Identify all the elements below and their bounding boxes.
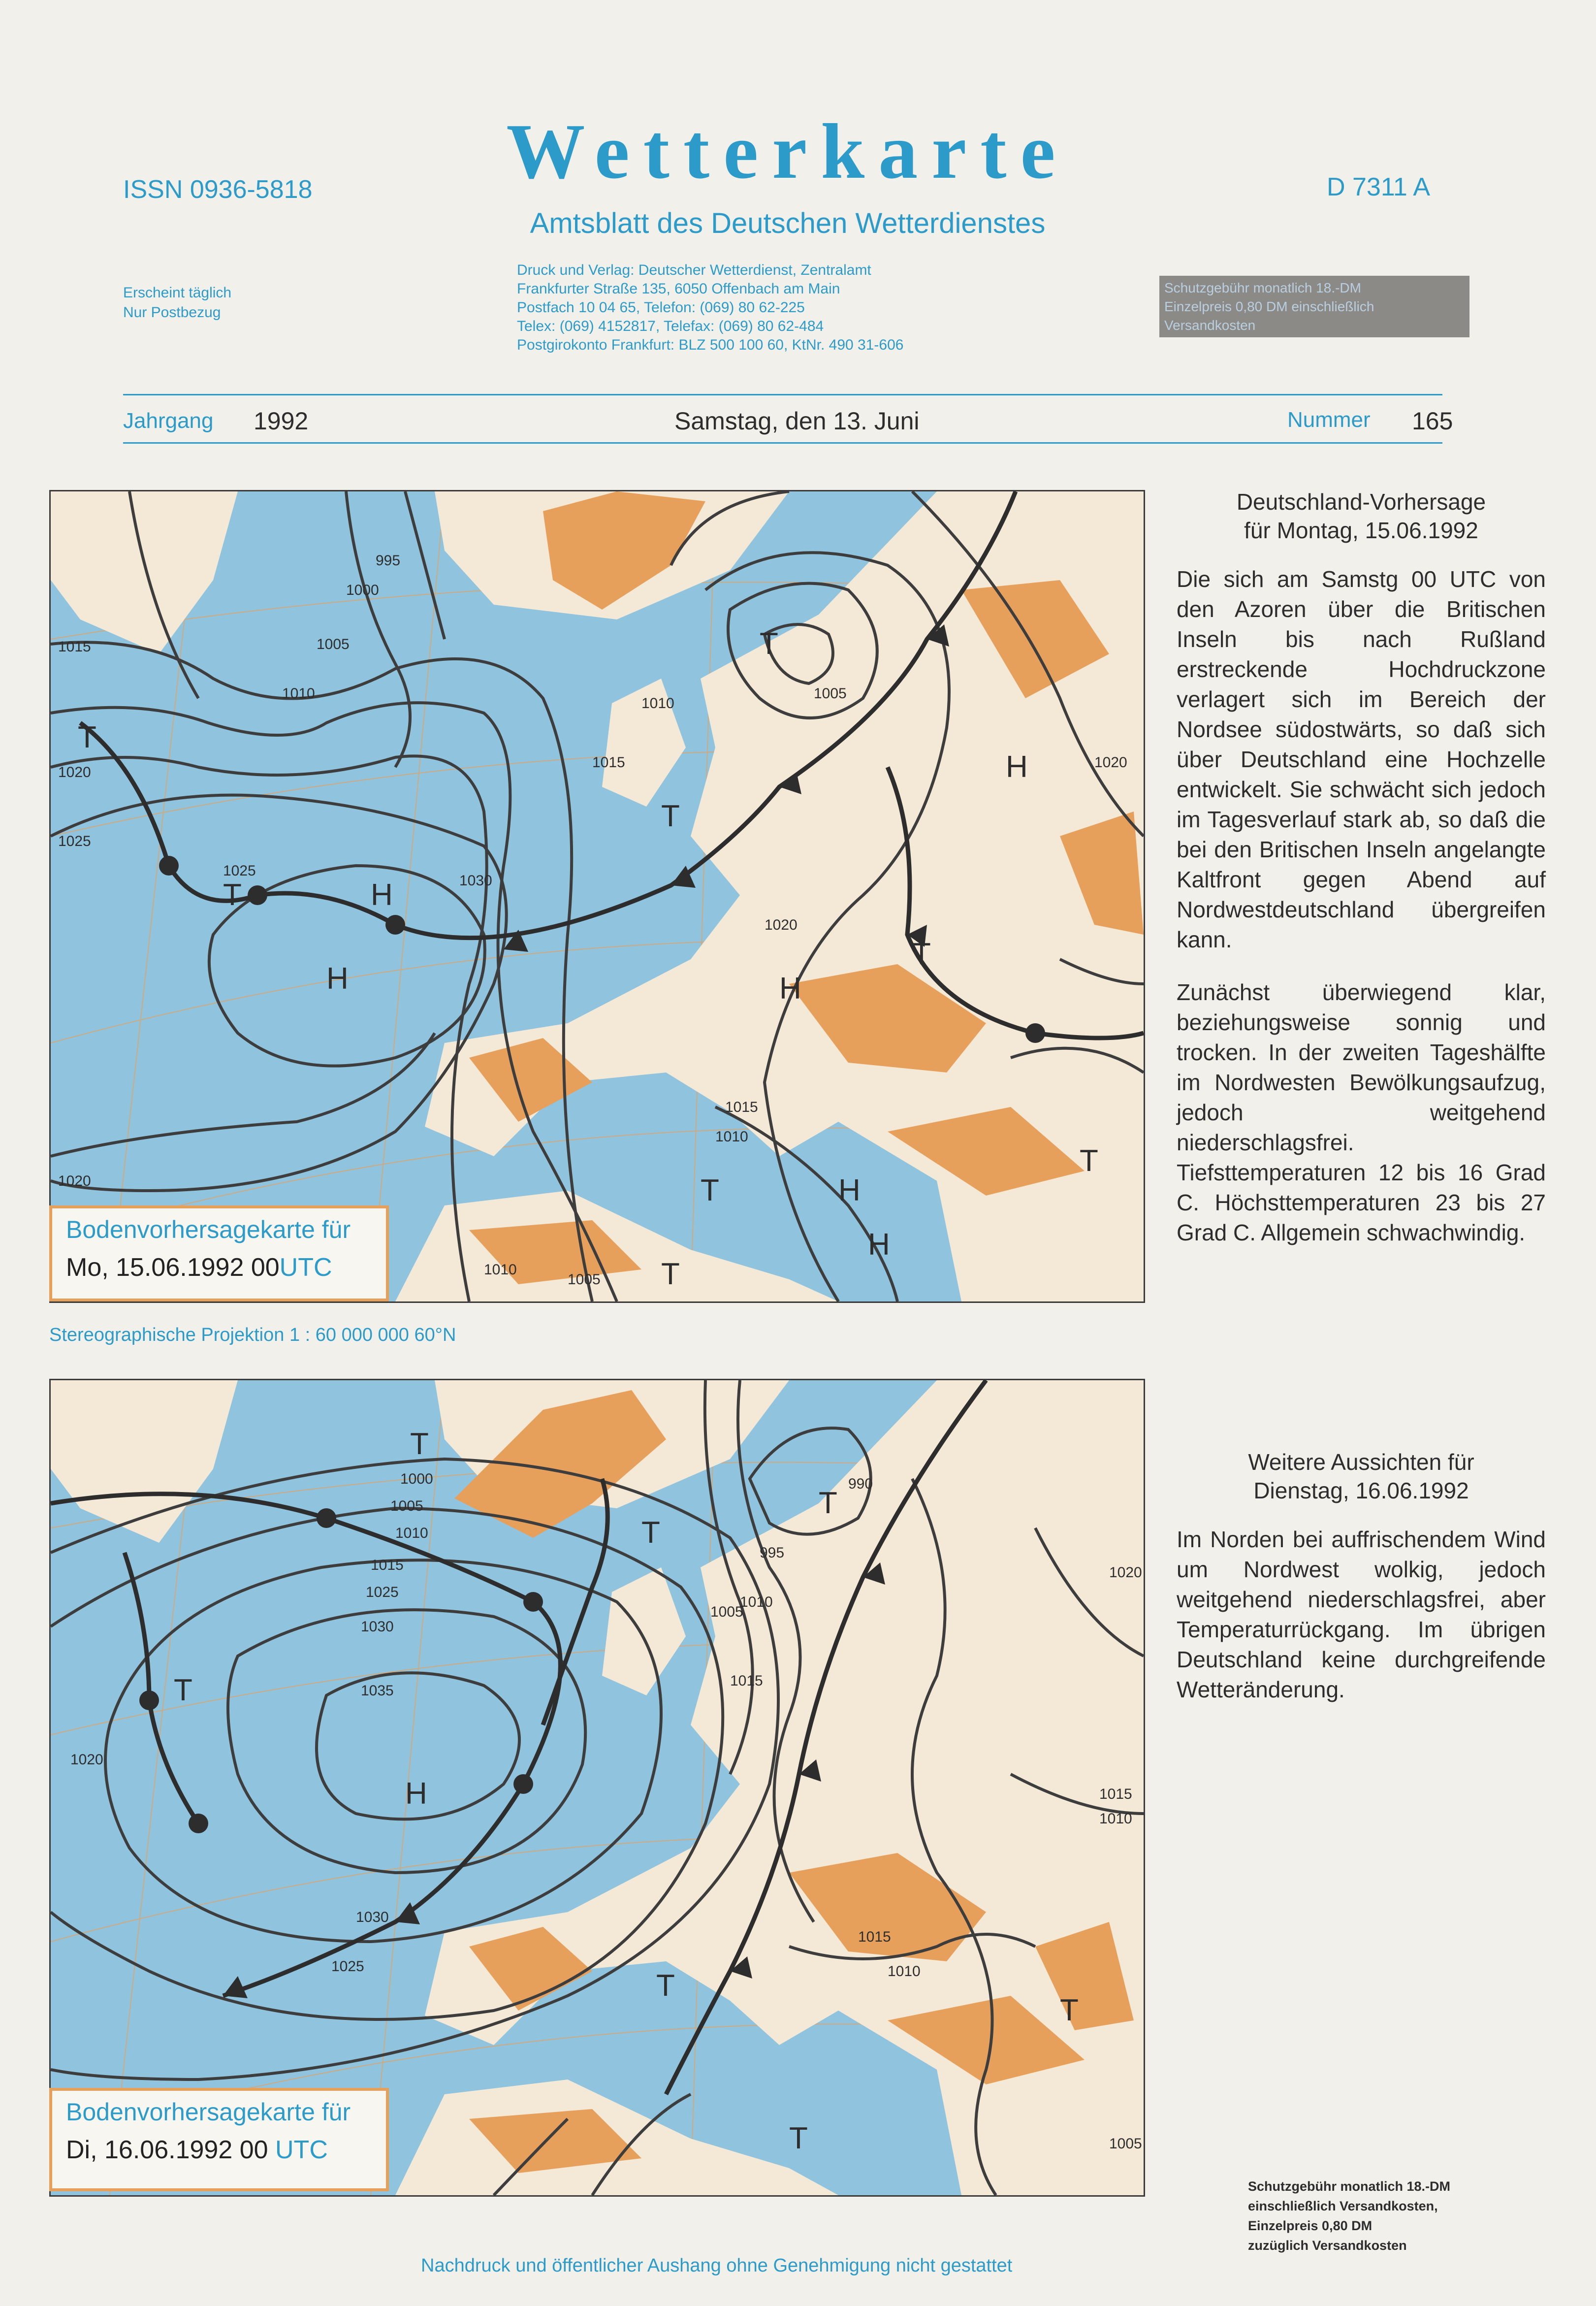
- map2-label: 1005: [710, 1604, 743, 1620]
- map1-label: H: [779, 972, 801, 1006]
- map1-label: H: [326, 962, 349, 996]
- map2-label: T: [174, 1673, 192, 1707]
- map1-label: T: [661, 799, 680, 833]
- map2-label: 995: [760, 1545, 785, 1561]
- map1-label: 995: [376, 552, 401, 569]
- weather-map-tuesday: [49, 1379, 1145, 2197]
- publication-subtitle: Amtsblatt des Deutschen Wetterdienstes: [530, 207, 1046, 239]
- price-box-line: Versandkosten: [1164, 318, 1256, 333]
- map1-label: T: [661, 1257, 680, 1291]
- postal-code-number: D 7311 A: [1327, 173, 1431, 201]
- price-notice-line: einschließlich Versandkosten,: [1248, 2199, 1438, 2213]
- map2-label: 1020: [1109, 1564, 1142, 1581]
- map1-label: T: [701, 1173, 719, 1207]
- issue-date: Samstag, den 13. Juni: [674, 407, 920, 435]
- map2-caption-date: [66, 2135, 376, 2165]
- impressum-line: Postgirokonto Frankfurt: BLZ 500 100 60, KtNr. 490 31-606: [517, 337, 904, 353]
- map1-label: 1030: [459, 873, 492, 889]
- map1-label: T: [1080, 1144, 1098, 1178]
- outlook-paragraph: Im Norden bei auffrischendem Wind um Nordwest wolkig, jedoch weitgehend niederschlagsfrei, aber Temperaturrückgang. Im übrigen Deutschland keine durchgreifende Wetteränderung.: [1177, 1527, 1546, 1702]
- outlook-heading-2: Dienstag, 16.06.1992: [1253, 1478, 1469, 1503]
- map1-label: 1015: [592, 754, 625, 771]
- map2-label: H: [405, 1777, 427, 1811]
- map2-label: 1030: [361, 1619, 394, 1635]
- map2-label: T: [656, 1969, 675, 2003]
- map1-label: 1015: [58, 639, 91, 655]
- map1-label: 1010: [484, 1262, 517, 1278]
- map1-caption: [49, 1205, 389, 1301]
- nummer-value: 165: [1412, 407, 1453, 435]
- map1-label: H: [371, 878, 393, 912]
- map1-caption-title: Bodenvorhersagekarte für: [66, 1216, 351, 1243]
- map1-label: 1010: [715, 1129, 748, 1145]
- map2-label: 1000: [400, 1471, 433, 1487]
- price-box: [1159, 276, 1469, 337]
- map2-label: 1025: [366, 1584, 399, 1600]
- map2-label: 1010: [395, 1525, 428, 1541]
- map1-label: T: [223, 878, 242, 912]
- map2-label: 1015: [371, 1557, 404, 1573]
- map1-label: 1020: [58, 1173, 91, 1189]
- map1-caption-date: [66, 1253, 376, 1282]
- map1-label: T: [760, 627, 778, 661]
- map2-caption: [49, 2088, 389, 2191]
- map1-label: 1025: [223, 863, 256, 879]
- weather-map-tuesday-graphic: [51, 1380, 1144, 2195]
- map1-label: 1020: [765, 917, 798, 933]
- weather-map-monday: [49, 490, 1145, 1303]
- map2-label: 1015: [1099, 1786, 1132, 1802]
- outlook-heading-1: Weitere Aussichten für: [1248, 1449, 1474, 1475]
- forecast-paragraph-1: Die sich am Samstg 00 UTC von den Azoren über die Britischen Inseln bis nach Rußland erstreckende Hochdruckzone verlagert sich im Bereich der Nordsee südostwärts, so daß sich über Deutschland eine Hochzelle entwickelt. Sie schwächt sich jedoch im Tagesverlauf stark ab, so daß die bei den Britischen Inseln angelangte Kaltfront gegen Abend auf Nordwestdeutschland übergreifen kann.: [1177, 566, 1546, 952]
- map1-label: 1005: [568, 1271, 601, 1288]
- rule-bottom: [123, 442, 1442, 444]
- outlook-section: [1177, 1448, 1546, 1727]
- map1-label: 1005: [814, 685, 847, 702]
- map1-label: 1020: [58, 764, 91, 780]
- forecast-section: [1177, 487, 1546, 1270]
- jahrgang-value: 1992: [254, 407, 309, 435]
- map1-label: 1005: [317, 636, 350, 652]
- map1-label: H: [838, 1173, 861, 1207]
- impressum-line: Postfach 10 04 65, Telefon: (069) 80 62-225: [517, 299, 805, 316]
- map1-label: T: [912, 937, 931, 971]
- map1-label: 1000: [346, 582, 379, 598]
- map2-label: 1010: [888, 1963, 921, 1980]
- price-notice-line: Schutzgebühr monatlich 18.-DM: [1248, 2179, 1451, 2194]
- nummer-label: Nummer: [1287, 408, 1371, 432]
- map2-label: 1005: [390, 1498, 423, 1514]
- map2-label: 1010: [1099, 1811, 1132, 1827]
- map2-label: 1005: [1109, 2136, 1142, 2152]
- map1-caption-datetime: Mo, 15.06.1992 00: [66, 1253, 280, 1282]
- price-box-line: Einzelpreis 0,80 DM einschließlich: [1164, 299, 1374, 314]
- map1-label: H: [1006, 750, 1028, 784]
- map1-caption-utc: UTC: [279, 1253, 332, 1282]
- projection-note: Stereographische Projektion 1 : 60 000 000 60°N: [49, 1325, 456, 1345]
- map1-label: 1015: [725, 1099, 758, 1115]
- map2-label: 990: [848, 1476, 873, 1492]
- impressum: [517, 261, 903, 355]
- map2-label: 1025: [331, 1958, 364, 1975]
- map2-label: T: [789, 2121, 808, 2155]
- map1-label: 1010: [641, 695, 674, 712]
- map2-label: T: [819, 1486, 837, 1520]
- map1-label: 1020: [1094, 754, 1127, 771]
- impressum-line: Druck und Verlag: Deutscher Wetterdienst, Zentralamt: [517, 262, 871, 278]
- map2-label: 1015: [730, 1673, 763, 1689]
- rule-top: [123, 394, 1442, 395]
- map2-label: 1020: [70, 1752, 103, 1768]
- forecast-heading-1: Deutschland-Vorhersage: [1236, 489, 1486, 515]
- forecast-paragraph-2: Zunächst überwiegend klar, beziehungsweise sonnig und trocken. In der zweiten Tageshälfte im Nordwesten Bewölkungsaufzug, jedoch weitgehend niederschlagsfrei. Tiefsttemperaturen 12 bis 16 Grad C. Höchsttemperaturen 23 bis 27 Grad C. Allgemein schwachwindig.: [1177, 979, 1546, 1245]
- map2-label: 1010: [740, 1594, 773, 1610]
- map1-label: 1010: [282, 685, 315, 702]
- map2-label: T: [410, 1427, 429, 1461]
- weather-map-monday-graphic: [51, 491, 1144, 1301]
- price-box-line: Schutzgebühr monatlich 18.-DM: [1164, 280, 1361, 295]
- appearance-note: [123, 283, 231, 323]
- price-notice-line: Einzelpreis 0,80 DM: [1248, 2218, 1373, 2233]
- publication-title: Wetterkarte: [506, 107, 1069, 195]
- forecast-heading-2: für Montag, 15.06.1992: [1244, 518, 1478, 543]
- impressum-line: Telex: (069) 4152817, Telefax: (069) 80 62-484: [517, 318, 824, 334]
- map2-caption-datetime: Di, 16.06.1992 00: [66, 2136, 275, 2164]
- appearance-line-2: Nur Postbezug: [123, 304, 221, 321]
- map2-label: 1015: [858, 1929, 891, 1945]
- appearance-line-1: Erscheint täglich: [123, 285, 232, 301]
- jahrgang-label: Jahrgang: [123, 409, 214, 433]
- map2-label: T: [641, 1516, 660, 1550]
- map1-label: 1025: [58, 833, 91, 849]
- map2-label: T: [1060, 1993, 1079, 2027]
- map1-label: H: [868, 1228, 890, 1262]
- price-notice-line: zuzüglich Versandkosten: [1248, 2238, 1407, 2253]
- impressum-line: Frankfurter Straße 135, 6050 Offenbach am Main: [517, 281, 840, 297]
- price-notice: [1248, 2176, 1450, 2255]
- map2-label: 1030: [356, 1909, 389, 1925]
- map2-caption-title: Bodenvorhersagekarte für: [66, 2098, 351, 2126]
- issn: ISSN 0936-5818: [123, 175, 313, 204]
- map2-caption-utc: UTC: [275, 2136, 328, 2164]
- map1-label: T: [78, 720, 96, 754]
- reprint-notice: Nachdruck und öffentlicher Aushang ohne Genehmigung nicht gestattet: [421, 2255, 1013, 2276]
- map2-label: 1035: [361, 1683, 394, 1699]
